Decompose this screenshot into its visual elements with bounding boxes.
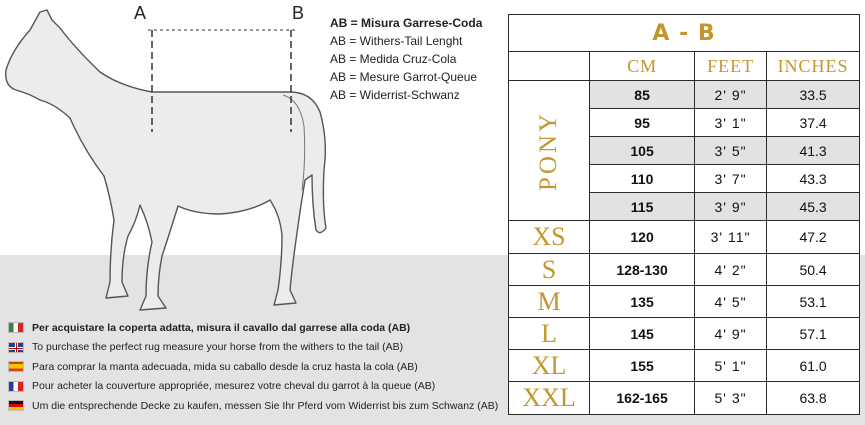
measurement-legend (330, 14, 482, 104)
cell-cm: 162-165 (590, 382, 695, 415)
horse-silhouette-icon (0, 0, 330, 320)
instruction-text: To purchase the perfect rug measure your horse from the withers to the tail (AB) (32, 341, 404, 354)
cell-inches: 45.3 (767, 193, 860, 221)
cell-feet: 3' 11" (695, 221, 767, 254)
cell-cm: 128-130 (590, 254, 695, 286)
legend-row-it: AB = Misura Garrese-Coda (330, 16, 483, 30)
size-label-l: L (509, 318, 590, 350)
cell-cm: 145 (590, 318, 695, 350)
size-chart-table (508, 14, 860, 415)
instruction-text: Per acquistare la coperta adatta, misura il cavallo dal garrese alla coda (AB) (32, 321, 411, 334)
instruction-italian (8, 318, 498, 338)
table-title: A - B (509, 15, 860, 52)
cell-feet: 3' 7" (695, 165, 767, 193)
cell-feet: 5' 3" (695, 382, 767, 415)
size-label-s: S (509, 254, 590, 286)
cell-cm: 85 (590, 81, 695, 109)
cell-inches: 63.8 (767, 382, 860, 415)
cell-feet: 3' 5" (695, 137, 767, 165)
instruction-text: Para comprar la manta adecuada, mida su caballo desde la cruz hasta la cola (AB) (32, 360, 418, 373)
instruction-text: Pour acheter la couverture appropriée, mesurez votre cheval du garrot à la queue (AB) (32, 380, 436, 393)
cell-feet: 3' 1" (695, 109, 767, 137)
france-flag-icon (8, 381, 24, 392)
legend-row-de: AB = Widerrist-Schwanz (330, 88, 460, 102)
column-header-inches: INCHES (767, 52, 860, 81)
cell-cm: 105 (590, 137, 695, 165)
cell-cm: 110 (590, 165, 695, 193)
cell-cm: 135 (590, 286, 695, 318)
cell-inches: 53.1 (767, 286, 860, 318)
cell-inches: 37.4 (767, 109, 860, 137)
cell-inches: 43.3 (767, 165, 860, 193)
size-label-xl: XL (509, 350, 590, 382)
column-header-feet: FEET (695, 52, 767, 81)
cell-inches: 61.0 (767, 350, 860, 382)
table-row (509, 81, 860, 109)
cell-feet: 4' 5" (695, 286, 767, 318)
cell-cm: 120 (590, 221, 695, 254)
cell-feet: 4' 2" (695, 254, 767, 286)
cell-cm: 95 (590, 109, 695, 137)
table-row (509, 254, 860, 286)
instruction-english (8, 338, 498, 358)
legend-row-en: AB = Withers-Tail Lenght (330, 34, 463, 48)
horse-diagram (0, 0, 330, 320)
cell-feet: 2' 9" (695, 81, 767, 109)
size-label-xxl: XXL (509, 382, 590, 415)
legend-row-es: AB = Medida Cruz-Cola (330, 52, 457, 66)
instruction-text: Um die entsprechende Decke zu kaufen, messen Sie Ihr Pferd vom Widerrist bis zum Schwanz (AB) (32, 399, 499, 412)
cell-feet: 5' 1" (695, 350, 767, 382)
cell-inches: 50.4 (767, 254, 860, 286)
table-row (509, 286, 860, 318)
uk-flag-icon (8, 342, 24, 353)
point-b-label: B (292, 3, 305, 23)
table-row (509, 350, 860, 382)
cell-inches: 47.2 (767, 221, 860, 254)
table-row (509, 318, 860, 350)
point-a-label: A (134, 3, 147, 23)
size-label-pony: PONY (509, 81, 590, 221)
instruction-german (8, 396, 498, 416)
instructions-list (8, 318, 498, 416)
spain-flag-icon (8, 361, 24, 372)
cell-inches: 33.5 (767, 81, 860, 109)
table-row (509, 221, 860, 254)
legend-row-fr: AB = Mesure Garrot-Queue (330, 70, 478, 84)
italy-flag-icon (8, 322, 24, 333)
cell-feet: 4' 9" (695, 318, 767, 350)
instruction-spanish (8, 357, 498, 377)
cell-inches: 41.3 (767, 137, 860, 165)
size-label-xs: XS (509, 221, 590, 254)
size-label-m: M (509, 286, 590, 318)
cell-cm: 115 (590, 193, 695, 221)
instruction-french (8, 377, 498, 397)
cell-cm: 155 (590, 350, 695, 382)
cell-feet: 3' 9" (695, 193, 767, 221)
column-header-cm: CM (590, 52, 695, 81)
cell-inches: 57.1 (767, 318, 860, 350)
table-row (509, 382, 860, 415)
corner-cell (509, 52, 590, 81)
germany-flag-icon (8, 400, 24, 411)
